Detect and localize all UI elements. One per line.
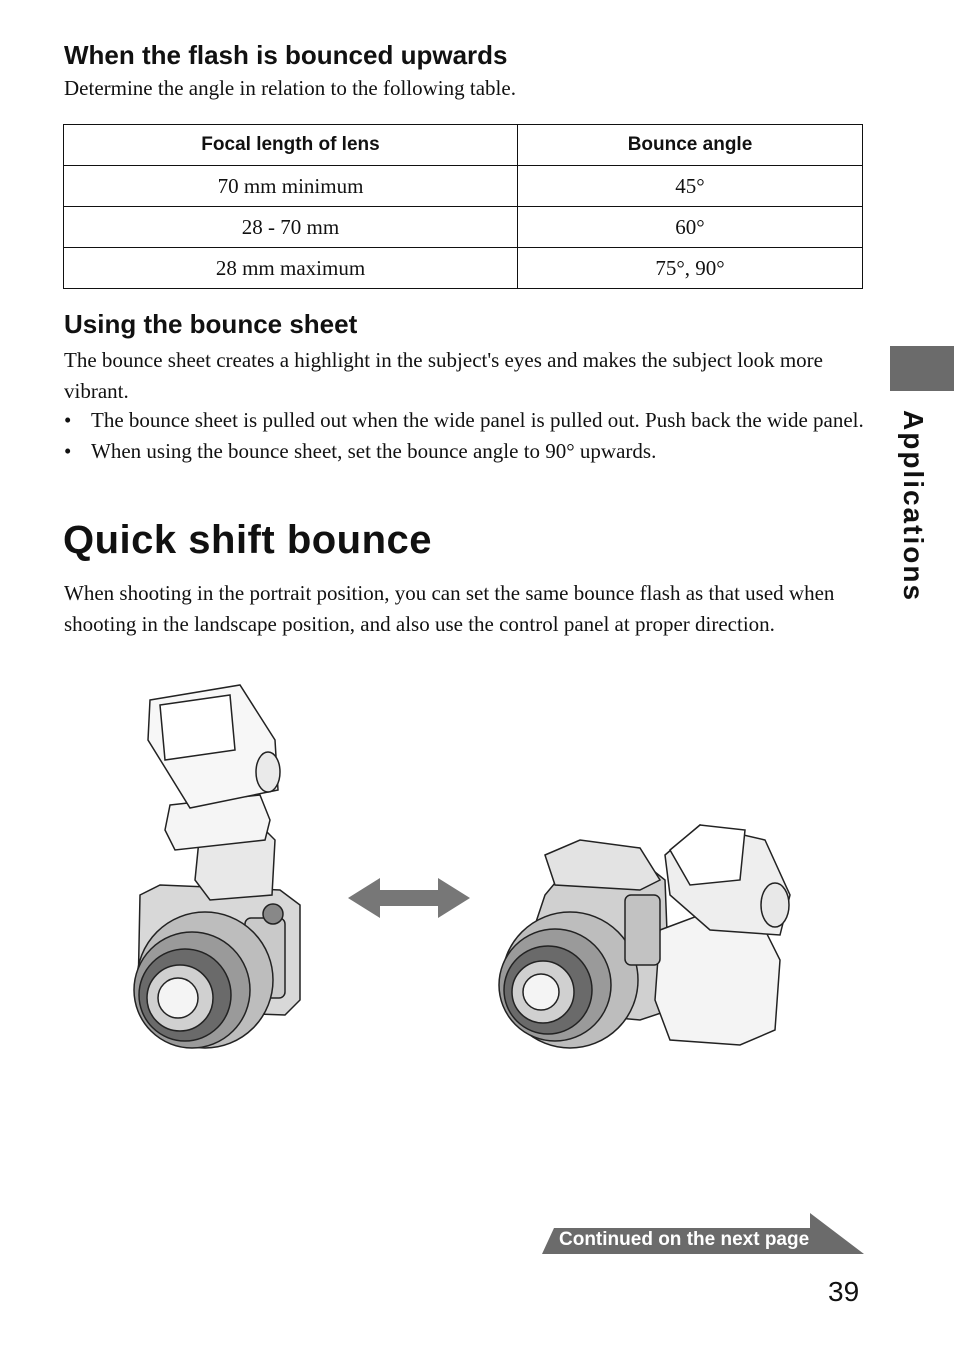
heading-bounce-sheet: Using the bounce sheet: [64, 309, 358, 339]
camera-portrait-illustration: [134, 685, 300, 1048]
side-section-label: Applications: [898, 410, 929, 603]
list-item: [64, 436, 864, 467]
table-cell-focal-length: 28 mm maximum: [64, 248, 518, 289]
intro-paragraph: Determine the angle in relation to the following table.: [64, 76, 516, 100]
column-header-bounce-angle: Bounce angle: [518, 125, 863, 166]
bounce-angle-table: [63, 124, 863, 289]
table-row: [64, 248, 863, 289]
list-item-text: The bounce sheet is pulled out when the wide panel is pulled out. Push back the wide panel.: [91, 408, 864, 432]
title-quick-shift-bounce: Quick shift bounce: [63, 518, 433, 562]
table-row: [64, 207, 863, 248]
camera-landscape-illustration: [499, 825, 790, 1048]
table-cell-bounce-angle: 60°: [518, 207, 863, 248]
list-item-text: When using the bounce sheet, set the bounce angle to 90° upwards.: [91, 438, 657, 463]
table-cell-focal-length: 28 - 70 mm: [64, 207, 518, 248]
table-cell-bounce-angle: 75°, 90°: [518, 248, 863, 289]
table-cell-focal-length: 70 mm minimum: [64, 166, 518, 207]
quick-shift-illustration: [100, 680, 820, 1060]
table-row: [64, 166, 863, 207]
list-item: [64, 405, 864, 436]
column-header-focal-length: Focal length of lens: [64, 125, 518, 166]
table-header-row: [64, 125, 863, 166]
quick-shift-paragraph: When shooting in the portrait position, you can set the same bounce flash as that used when shooting in the landscape position, and also use the control panel at proper direction.: [64, 581, 835, 636]
page-number: 39: [828, 1276, 860, 1307]
heading-flash-bounced-upwards: When the flash is bounced upwards: [64, 40, 508, 70]
double-arrow-icon: [348, 878, 470, 918]
table-cell-bounce-angle: 45°: [518, 166, 863, 207]
section-tab-marker: [890, 346, 954, 391]
continued-on-next-page-label: Continued on the next page: [559, 1229, 810, 1250]
bullet-icon: •: [64, 408, 72, 432]
bounce-sheet-paragraph: The bounce sheet creates a highlight in the subject's eyes and makes the subject look more vibrant.: [64, 348, 823, 403]
bounce-sheet-bullet-list: [64, 405, 864, 466]
bullet-icon: •: [64, 438, 72, 463]
